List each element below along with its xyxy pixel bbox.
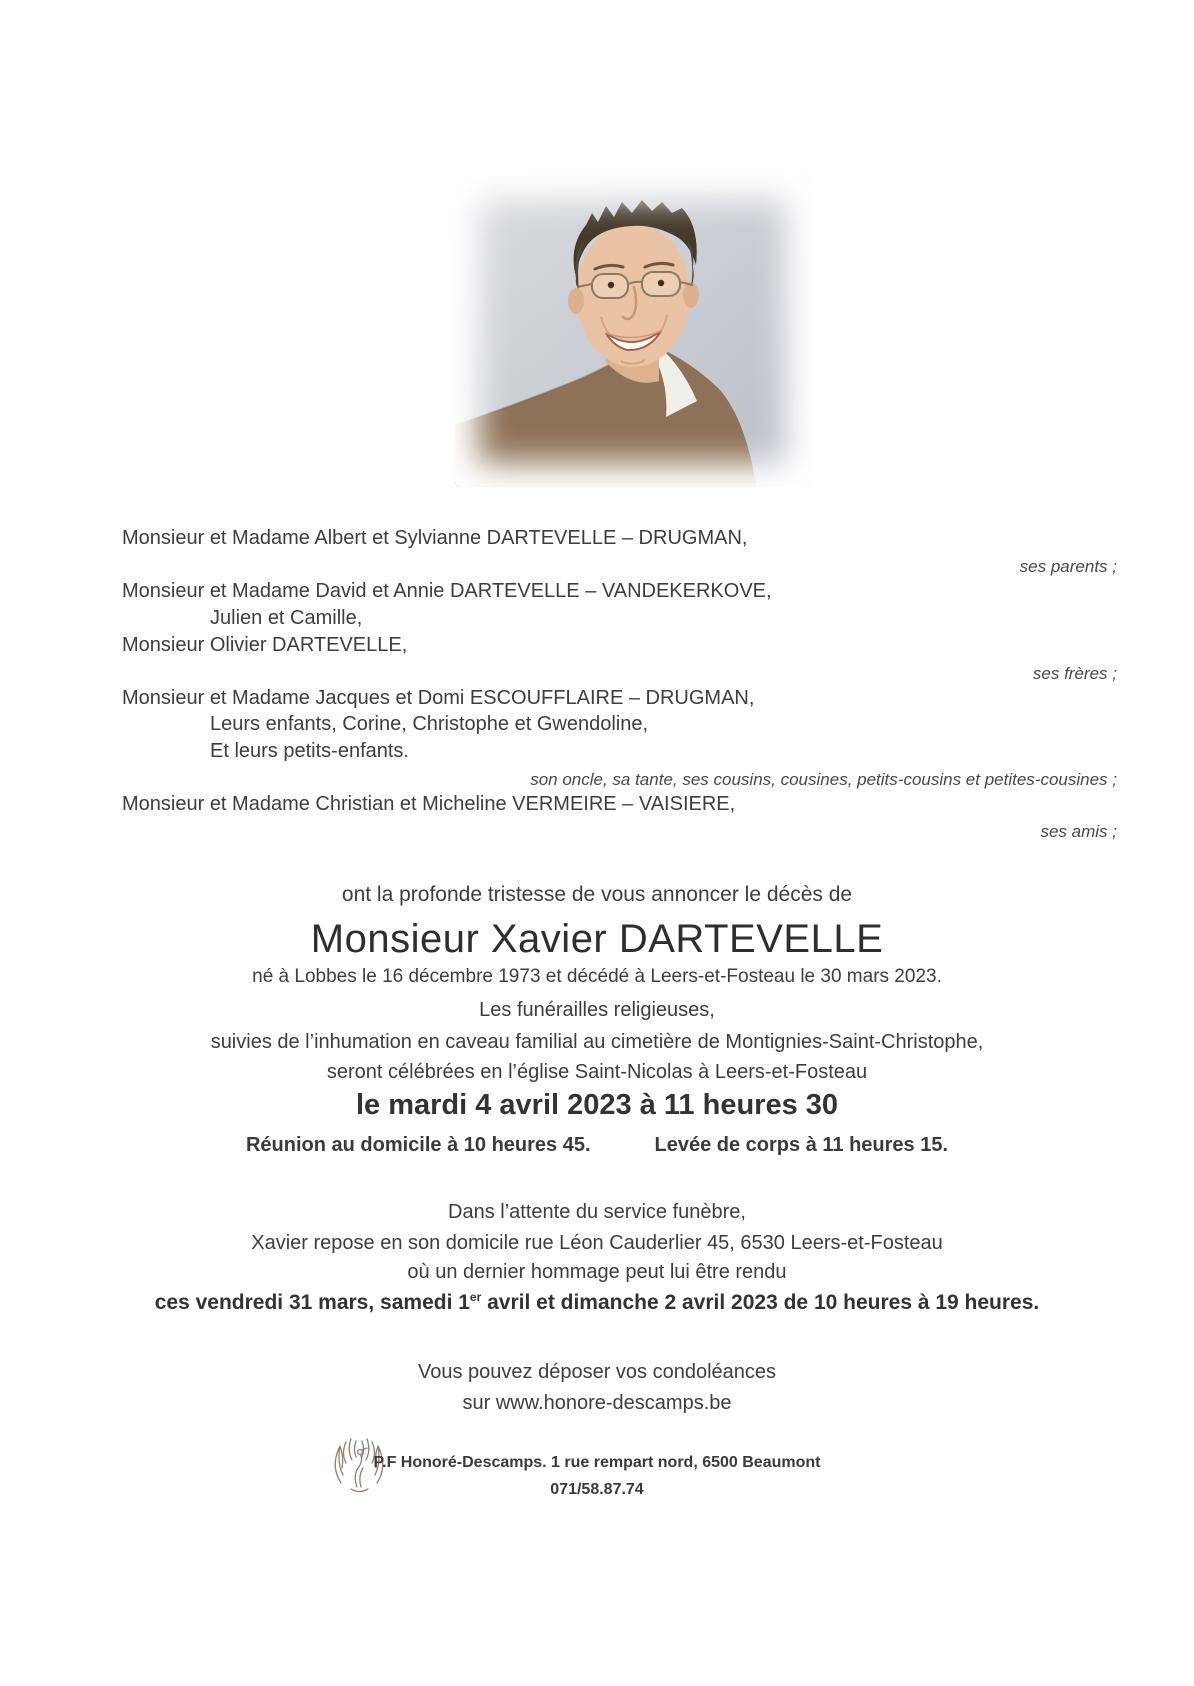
family-line: Leurs enfants, Corine, Christophe et Gwendoline,: [210, 713, 649, 735]
family-line: Monsieur et Madame Jacques et Domi ESCOUFFLAIRE – DRUGMAN,: [122, 687, 755, 709]
wake-line-1: Dans l’attente du service funèbre,: [448, 1201, 746, 1223]
family-line: Monsieur Olivier DARTEVELLE,: [122, 634, 408, 656]
portrait-image: [455, 175, 810, 487]
family-line: Monsieur et Madame David et Annie DARTEVELLE – VANDEKERKOVE,: [122, 580, 772, 602]
funeral-line-1: Les funérailles religieuses,: [479, 999, 715, 1021]
family-line: Monsieur et Madame Christian et Micheline VERMEIRE – VAISIERE,: [122, 793, 736, 815]
ceremony-datetime: le mardi 4 avril 2023 à 11 heures 30: [355, 1089, 839, 1121]
levee-time: Levée de corps à 11 heures 15.: [654, 1134, 949, 1156]
funeral-home-address: P.F Honoré-Descamps. 1 rue rempart nord, 6500 Beaumont: [373, 1454, 821, 1471]
wake-line-2: Xavier repose en son domicile rue Léon Cauderlier 45, 6530 Leers-et-Fosteau: [251, 1232, 943, 1254]
condolences-website: sur www.honore-descamps.be: [462, 1392, 732, 1414]
family-line: Julien et Camille,: [210, 607, 363, 629]
funeral-line-3: seront célébrées en l’église Saint-Nicolas à Leers-et-Fosteau: [326, 1061, 868, 1083]
family-line: Monsieur et Madame Albert et Sylvianne DARTEVELLE – DRUGMAN,: [122, 527, 748, 549]
visiting-dates-suffix: avril et dimanche 2 avril 2023 de 10 heures à 19 heures.: [481, 1291, 1040, 1314]
relation-label-friends: ses amis ;: [1040, 822, 1117, 841]
visiting-dates: [0, 1291, 1194, 1315]
reunion-time: Réunion au domicile à 10 heures 45.: [245, 1134, 591, 1156]
relation-label-brothers: ses frères ;: [1032, 664, 1117, 683]
ordinal-superscript: er: [469, 1290, 482, 1304]
relation-label-cousins: son oncle, sa tante, ses cousins, cousines, petits-cousins et petites-cousines ;: [530, 770, 1117, 789]
announcement-intro: ont la profonde tristesse de vous annoncer le décès de: [341, 883, 853, 906]
schedule-line: [0, 1134, 1194, 1157]
funeral-home-phone: 071/58.87.74: [550, 1481, 644, 1498]
relation-label-parents: ses parents ;: [1019, 557, 1117, 576]
deceased-name: Monsieur Xavier DARTEVELLE: [310, 917, 884, 961]
visiting-dates-prefix: ces vendredi 31 mars, samedi 1: [154, 1291, 470, 1314]
funeral-line-2: suivies de l’inhumation en caveau familial au cimetière de Montignies-Saint-Christophe,: [210, 1031, 984, 1053]
family-line: Et leurs petits-enfants.: [210, 740, 409, 762]
wake-line-3: où un dernier hommage peut lui être rendu: [407, 1261, 787, 1283]
portrait-photo: [455, 175, 810, 487]
condolences-line: Vous pouvez déposer vos condoléances: [417, 1361, 777, 1383]
birth-death-line: né à Lobbes le 16 décembre 1973 et décédé à Leers-et-Fosteau le 30 mars 2023.: [252, 966, 942, 987]
